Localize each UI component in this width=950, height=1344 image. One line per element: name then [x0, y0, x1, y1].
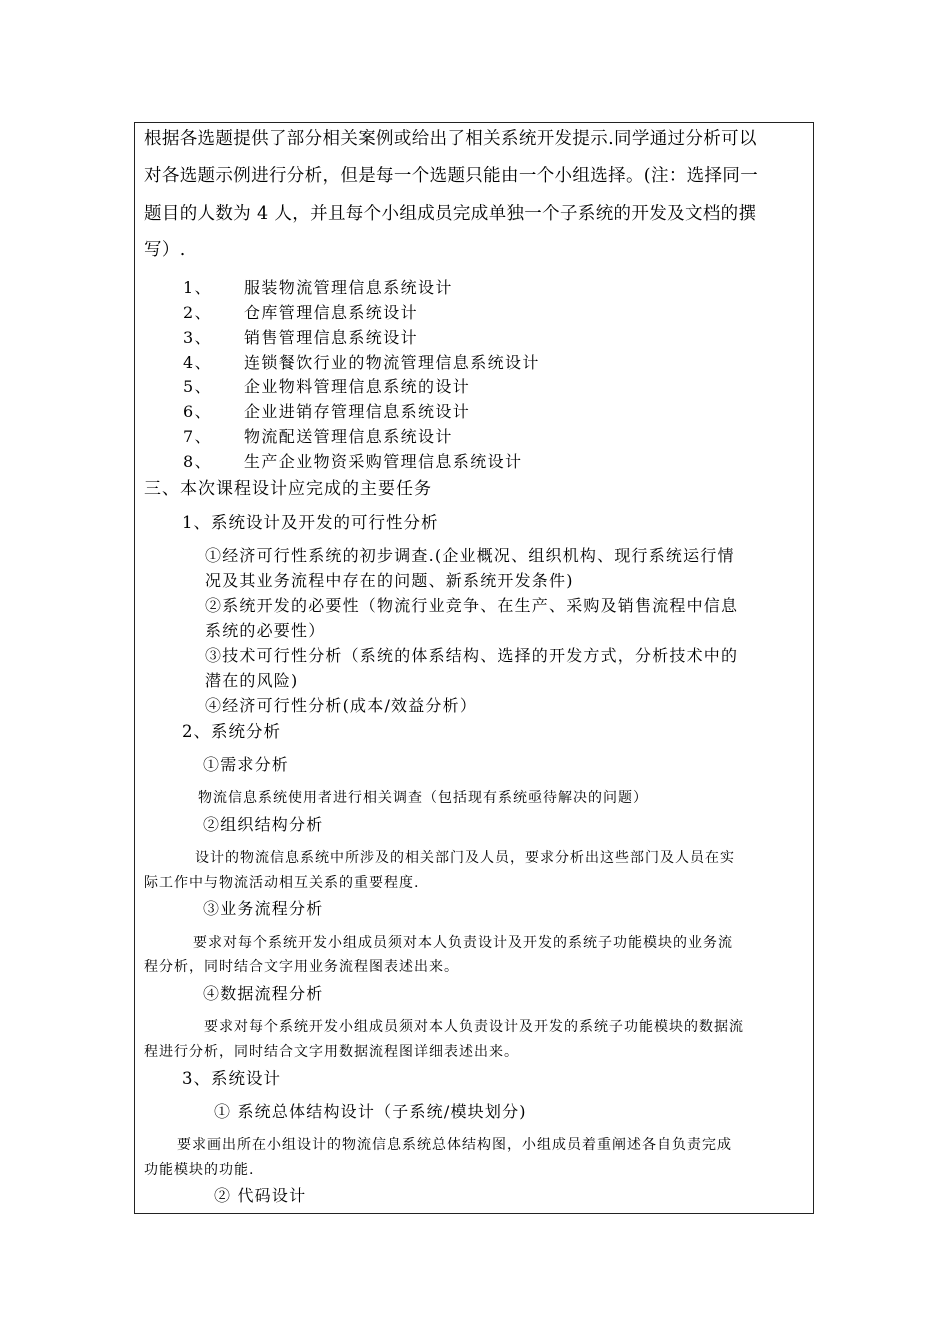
topic-number: 8、	[183, 452, 212, 471]
part3-heading: 3、系统设计	[182, 1069, 281, 1088]
feasibility-item: ②系统开发的必要性（物流行业竞争、在生产、采购及销售流程中信息	[205, 596, 739, 615]
topic-title: 物流配送管理信息系统设计	[244, 427, 453, 446]
intro-line-4: 写）.	[144, 240, 186, 260]
org-structure-desc: 际工作中与物流活动相互关系的重要程度.	[144, 875, 420, 891]
topic-number: 7、	[183, 427, 212, 446]
section-heading: 三、本次课程设计应完成的主要任务	[144, 479, 432, 499]
part1-heading: 1、系统设计及开发的可行性分析	[182, 513, 439, 532]
intro-line-3: 题目的人数为 4 人，并且每个小组成员完成单独一个子系统的开发及文档的撰	[144, 204, 757, 224]
requirements-desc: 物流信息系统使用者进行相关调查（包括现有系统亟待解决的问题）	[198, 790, 648, 806]
topic-number: 1、	[183, 278, 212, 297]
topic-title: 销售管理信息系统设计	[244, 328, 419, 347]
architecture-desc: 功能模块的功能.	[144, 1162, 255, 1178]
part2-heading: 2、系统分析	[182, 722, 281, 741]
business-flow-title: ③业务流程分析	[203, 899, 324, 918]
data-flow-title: ④数据流程分析	[203, 984, 324, 1003]
feasibility-item: 潜在的风险)	[205, 671, 299, 690]
topic-title: 企业进销存管理信息系统设计	[244, 402, 471, 421]
architecture-desc: 要求画出所在小组设计的物流信息系统总体结构图，小组成员着重阐述各自负责完成	[177, 1137, 732, 1153]
intro-line-1: 根据各选题提供了部分相关案例或给出了相关系统开发提示.同学通过分析可以	[144, 129, 757, 149]
topic-title: 生产企业物资采购管理信息系统设计	[244, 452, 523, 471]
topic-title: 服装物流管理信息系统设计	[244, 278, 453, 297]
topic-number: 5、	[183, 377, 212, 396]
data-flow-desc: 要求对每个系统开发小组成员须对本人负责设计及开发的系统子功能模块的数据流	[204, 1019, 744, 1035]
org-structure-desc: 设计的物流信息系统中所涉及的相关部门及人员，要求分析出这些部门及人员在实	[195, 850, 735, 866]
feasibility-item: ①经济可行性系统的初步调查.(企业概况、组织机构、现行系统运行情	[205, 546, 735, 565]
intro-line-2: 对各选题示例进行分析，但是每一个选题只能由一个小组选择。(注：选择同一	[144, 166, 759, 186]
topic-title: 连锁餐饮行业的物流管理信息系统设计	[244, 353, 540, 372]
business-flow-desc: 要求对每个系统开发小组成员须对本人负责设计及开发的系统子功能模块的业务流	[193, 935, 733, 951]
business-flow-desc: 程分析，同时结合文字用业务流程图表述出来。	[144, 959, 459, 975]
requirements-title: ①需求分析	[203, 755, 290, 774]
org-structure-title: ②组织结构分析	[203, 815, 324, 834]
topic-title: 仓库管理信息系统设计	[244, 303, 419, 322]
feasibility-item: 系统的必要性）	[205, 621, 326, 640]
architecture-title: ① 系统总体结构设计（子系统/模块划分)	[214, 1102, 527, 1121]
topic-number: 3、	[183, 328, 212, 347]
feasibility-item: ④经济可行性分析(成本/效益分析）	[205, 696, 478, 715]
topic-number: 6、	[183, 402, 212, 421]
topic-number: 2、	[183, 303, 212, 322]
topic-number: 4、	[183, 353, 212, 372]
feasibility-item: ③技术可行性分析（系统的体系结构、选择的开发方式，分析技术中的	[205, 646, 739, 665]
code-design-title: ② 代码设计	[214, 1186, 307, 1205]
data-flow-desc: 程进行分析，同时结合文字用数据流程图详细表述出来。	[144, 1044, 519, 1060]
feasibility-item: 况及其业务流程中存在的问题、新系统开发条件)	[205, 571, 574, 590]
topic-title: 企业物料管理信息系统的设计	[244, 377, 471, 396]
